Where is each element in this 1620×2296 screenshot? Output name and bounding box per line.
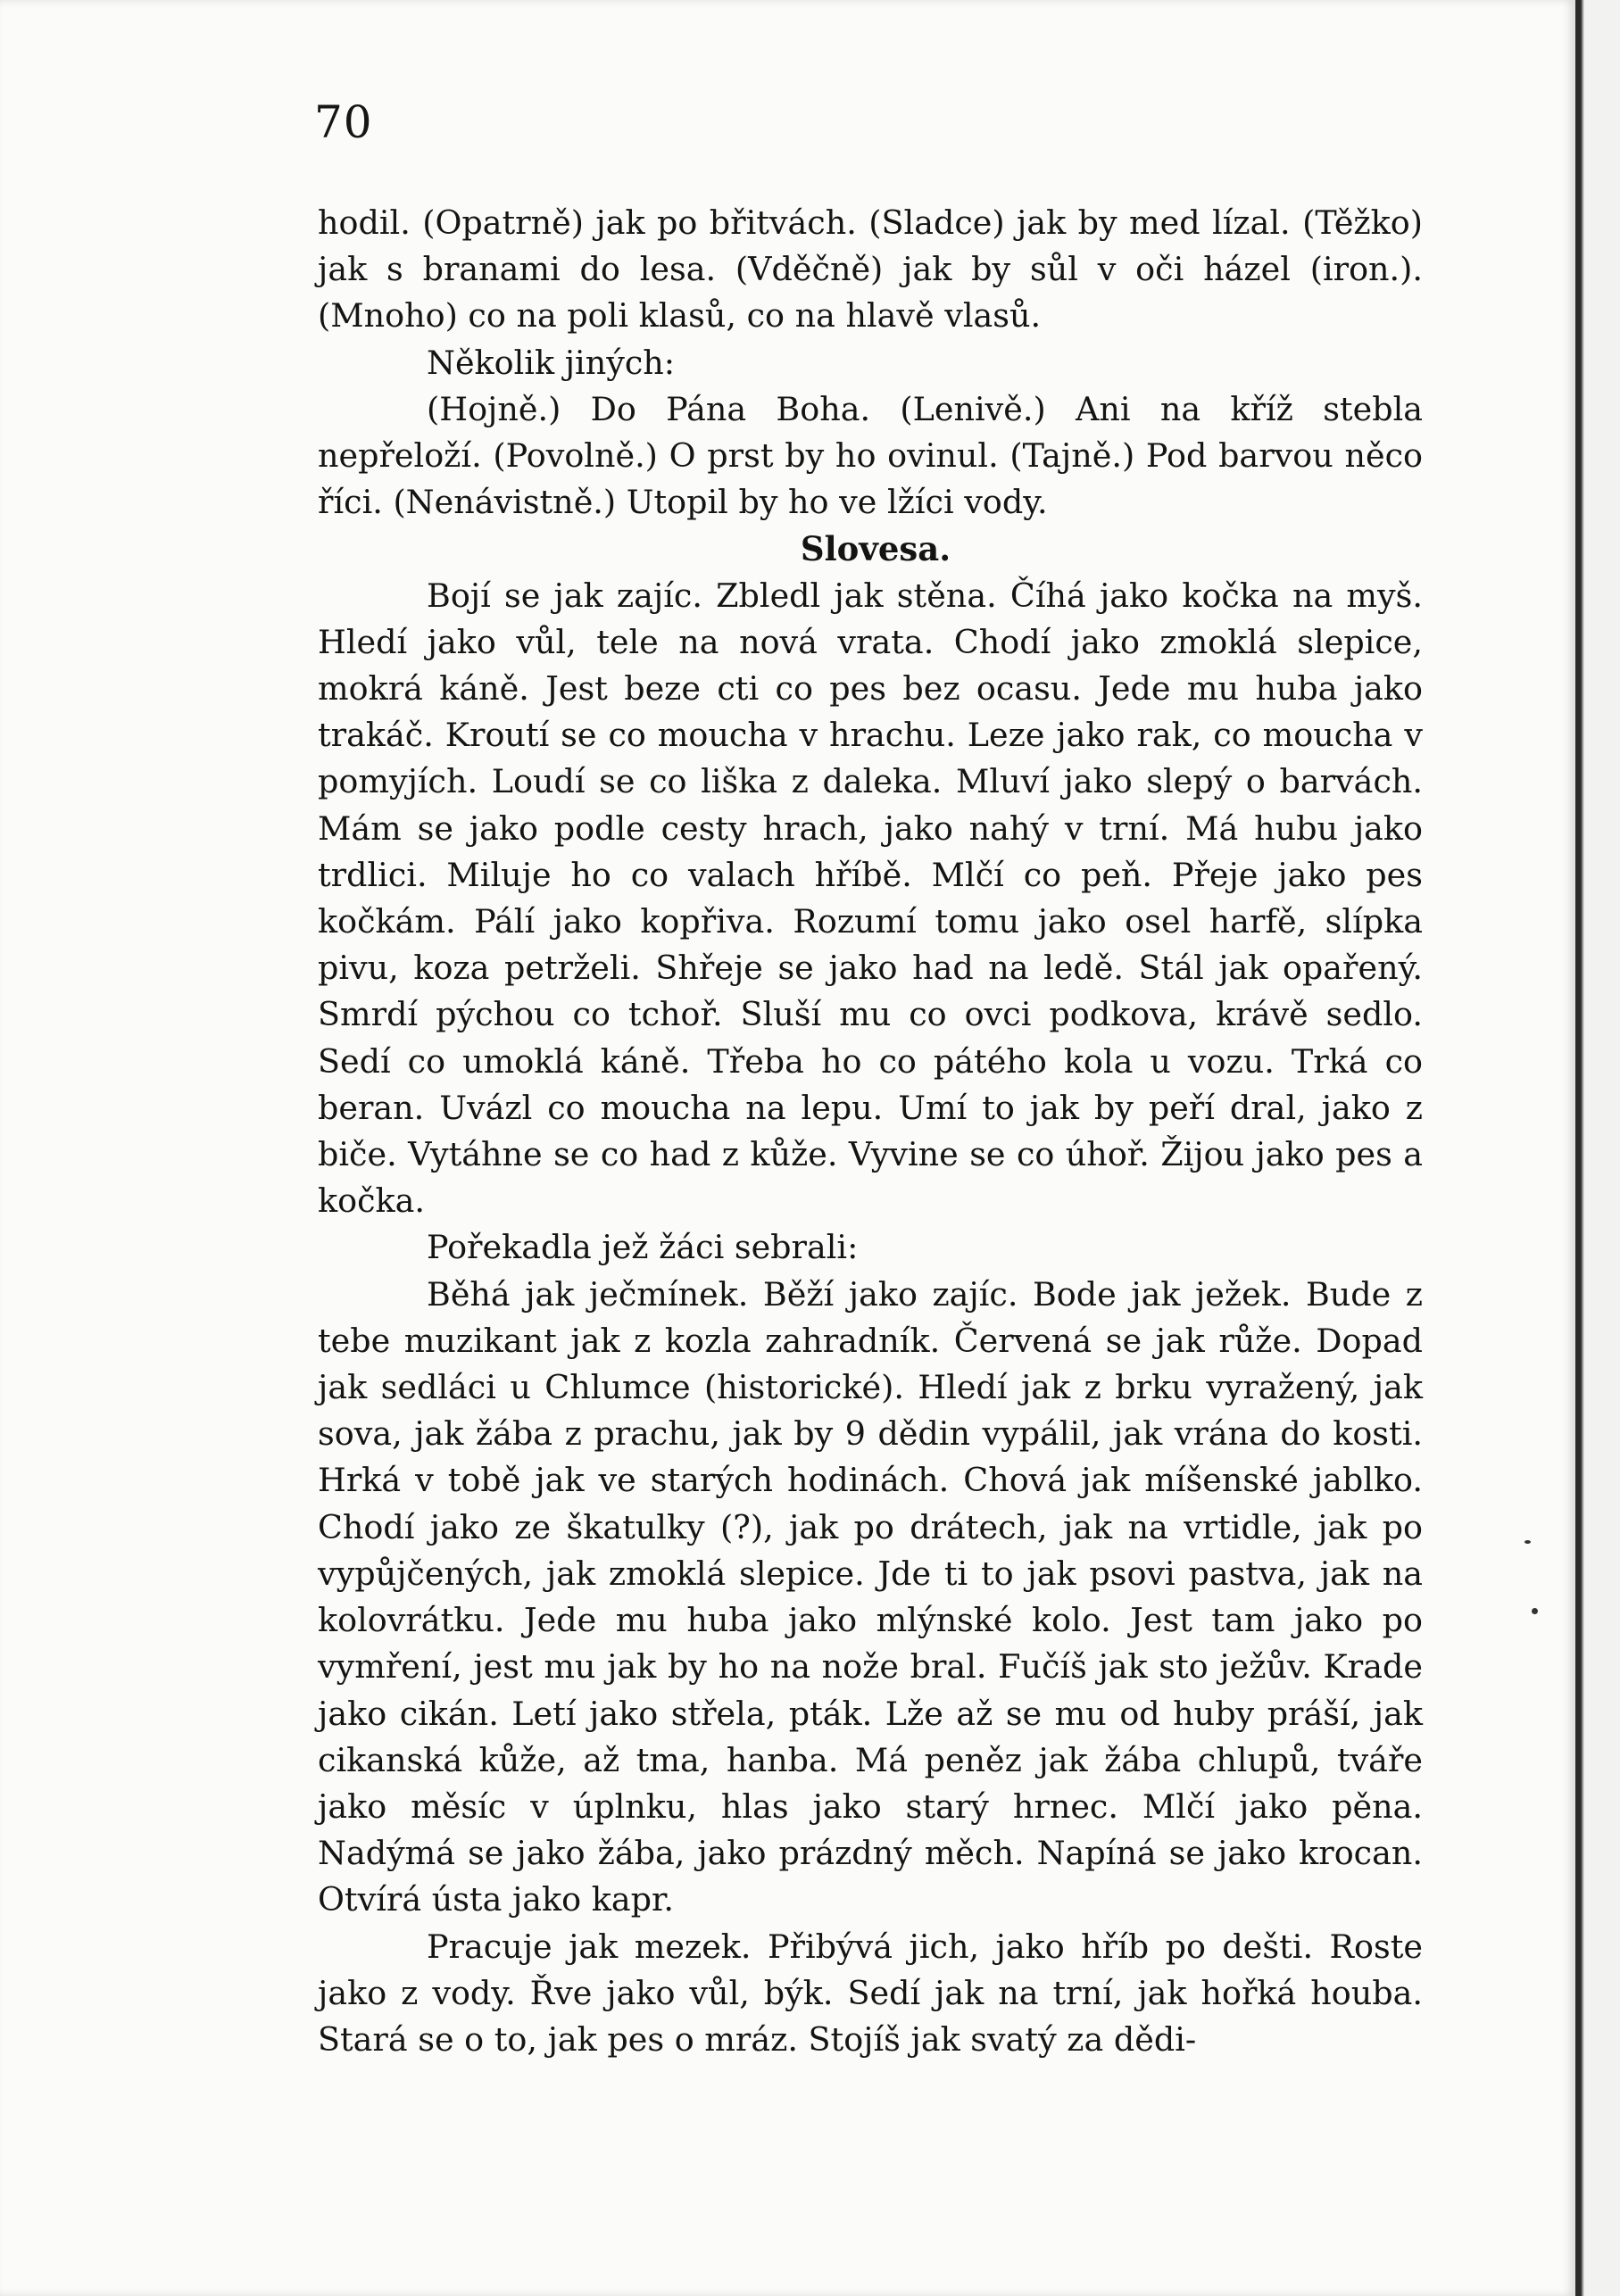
paragraph-adverbial-sayings: (Hojně.) Do Pána Boha. (Lenivě.) Ani na kříž stebla nepřeloží. (Povolně.) O prst by ho ovinul. (Tajně.) Pod barvou něco říci. (Nenávistně.) Utopil by ho ve lžíci vody.	[318, 389, 1423, 522]
paragraph-intro-others: Několik jiných:	[427, 343, 676, 382]
paragraph-similes-continued: hodil. (Opatrně) jak po břitvách. (Sladce) jak by med lízal. (Těžko) jak s branami do lesa. (Vděčně) jak by sůl v oči házel (iron.). (Mnoho) co na poli klasů, co na hlavě vlasů.	[318, 203, 1423, 336]
scan-speck	[1524, 1540, 1531, 1544]
paragraph-verb-similes: Bojí se jak zajíc. Zbledl jak stěna. Číhá jako kočka na myš. Hledí jako vůl, tele na nová vrata. Chodí jako zmoklá slepice, mokrá káně. Jest beze cti co pes bez ocasu. Jede mu huba jako trakáč. Kroutí se co moucha v hrachu. Leze jako rak, co moucha v pomyjích. Loudí se co liška z daleka. Mluví jako slepý o barvách. Mám se jako podle cesty hrach, jako nahý v trní. Má hubu jako trdlici. Miluje ho co valach hříbě. Mlčí co peň. Přeje jako pes kočkám. Pálí jako kopřiva. Rozumí tomu jako osel harfě, slípka pivu, koza petrželi. Shřeje se jako had na ledě. Stál jak opařený. Smrdí pýchou co tchoř. Sluší mu co ovci podkova, krávě sedlo. Sedí co umoklá káně. Třeba ho co pátého kola u vozu. Trká co beran. Uvázl co moucha na lepu. Umí to jak by peří dral, jako z biče. Vytáhne se co had z kůže. Vyvine se co úhoř. Žijou jako pes a kočka.	[318, 576, 1423, 1221]
page-body	[318, 200, 1423, 2063]
scan-edge	[1575, 0, 1620, 2296]
scan-speck	[1532, 1608, 1538, 1614]
page-number: 70	[314, 96, 373, 148]
section-heading-slovesa: Slovesa.	[800, 529, 951, 569]
paragraph-intro-pupils: Pořekadla jež žáci sebrali:	[427, 1228, 859, 1267]
paragraph-pupil-sayings: Běhá jak ječmínek. Běží jako zajíc. Bode jak ježek. Bude z tebe muzikant jak z kozla zahradník. Červená se jak růže. Dopad jak sedláci u Chlumce (historické). Hledí jak z brku vyražený, jak sova, jak žába z prachu, jak by 9 dědin vypálil, jak vrána do kosti. Hrká v tobě jak ve starých hodinách. Chová jak míšenské jablko. Chodí jako ze škatulky (?), jak po drátech, jak na vrtidle, jak po vypůjčených, jak zmoklá slepice. Jde ti to jak psovi pastva, jak na kolovrátku. Jede mu huba jako mlýnské kolo. Jest tam jako po vymření, jest mu jak by ho na nože bral. Fučíš jak sto ježův. Krade jako cikán. Letí jako střela, pták. Lže až se mu od huby práší, jak cikanská kůže, až tma, hanba. Má peněz jak žába chlupů, tváře jako měsíc v úplnku, hlas jako starý hrnec. Mlčí jako pěna. Nadýmá se jako žába, jako prázdný měch. Napíná se jako krocan. Otvírá ústa jako kapr.	[318, 1274, 1423, 1919]
paragraph-more-sayings: Pracuje jak mezek. Přibývá jich, jako hříb po dešti. Roste jako z vody. Řve jako vůl, býk. Sedí jak na trní, jak hořká houba. Stará se o to, jak pes o mráz. Stojíš jak svatý za dědi-	[318, 1927, 1423, 2059]
